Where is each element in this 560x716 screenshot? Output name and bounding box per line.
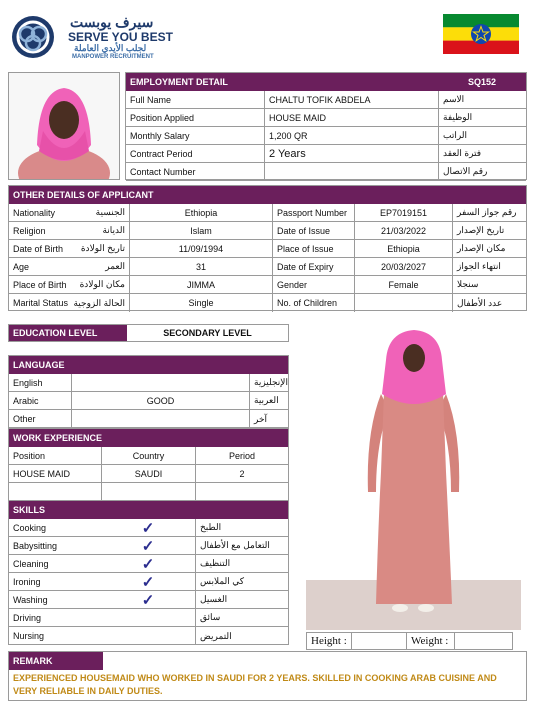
field-label: Age [13,261,30,272]
skill-name: Cooking [13,522,47,533]
checkmark-icon: ✓ [141,555,155,572]
field-label: Passport Number [272,204,354,221]
field-value: EP7019151 [354,204,452,221]
other-details-row [9,240,526,258]
field-label-arabic: رقم جواز السفر [452,204,526,221]
education-level-label: EDUCATION LEVEL [9,325,127,341]
skill-name: Nursing [13,631,45,641]
skill-check-cell [101,609,195,626]
employment-row [126,145,526,163]
skill-row [9,591,288,609]
field-label-arabic: مكان الإصدار [452,240,526,257]
field-label: Contact Number [130,166,196,177]
left-label-cell [9,276,129,293]
language-level [71,374,249,391]
field-label: Place of Birth [13,279,67,290]
field-label: Place of Issue [272,240,354,257]
employment-row [126,163,526,181]
language-name: English [13,377,43,388]
field-label-arabic: تاريخ الإصدار [452,222,526,239]
language-name-arabic: آخر [249,410,288,428]
work-experience-column-headers [9,447,288,465]
field-label-arabic: الحالة الزوجية [73,297,125,308]
field-label: Nationality [13,207,56,218]
field-value: Ethiopia [354,240,452,257]
education-level-row [8,324,289,342]
field-label-arabic: الجنسية [95,207,125,217]
skill-name-arabic: الطبخ [195,519,288,536]
skills-header [9,501,288,519]
skill-name-arabic: التنظيف [195,555,288,572]
skill-name: Cleaning [13,558,49,569]
skill-row [9,519,288,537]
skills-table [8,500,289,645]
skill-name-arabic: التمريض [195,627,288,645]
work-experience-header [9,429,288,447]
field-value: Single [129,294,272,312]
field-label-arabic: سنجلا [452,276,526,293]
applicant-full-body-photo [306,322,521,630]
work-experience-cell: HOUSE MAID [13,468,71,479]
skill-name-arabic: الغسيل [195,591,288,608]
remark-section [8,651,527,701]
left-label-cell [9,222,129,239]
logo-english-name: SERVE YOU BEST [68,30,173,44]
checkmark-icon: ✓ [141,591,155,608]
language-header [9,356,288,374]
field-value: Female [354,276,452,293]
field-value: HOUSE MAID [264,109,438,126]
skill-name-arabic: التعامل مع الأطفال [195,537,288,554]
other-details-row [9,258,526,276]
field-label: Religion [13,225,46,236]
left-label-cell [9,240,129,257]
field-label-arabic: العمر [105,261,125,271]
left-label-cell [9,204,129,221]
other-details-row [9,222,526,240]
work-experience-row [9,483,288,501]
language-name-arabic: الإنجليزية [249,374,288,391]
weight-label: Weight : [406,633,454,649]
employment-title: EMPLOYMENT DETAIL [130,77,228,87]
field-label: Monthly Salary [130,130,190,141]
height-label: Height : [311,635,347,647]
left-label-cell [9,294,129,312]
skill-name: Babysitting [13,540,58,551]
work-experience-cell [195,483,288,501]
other-details-row [9,276,526,294]
field-label-arabic: عدد الأطفال [452,294,526,312]
field-label-arabic: رقم الاتصال [438,163,526,180]
field-label: Date of Issue [272,222,354,239]
field-value: Islam [129,222,272,239]
other-details-table [8,185,527,311]
logo-arabic-name: سيرف يوبست [70,14,154,30]
field-value: 31 [129,258,272,275]
field-value: 20/03/2027 [354,258,452,275]
field-label-arabic: فترة العقد [438,145,526,162]
reference-code: SQ152 [467,77,497,87]
field-value: CHALTU TOFIK ABDELA [264,91,438,108]
field-value: 11/09/1994 [129,240,272,257]
field-label: Marital Status [13,298,69,308]
checkmark-icon: ✓ [141,519,155,536]
skill-name-arabic: سائق [195,609,288,626]
employment-row [126,91,526,109]
work-experience-cell [9,483,101,501]
field-label-arabic: الوظيفة [438,109,526,126]
left-label-cell [9,258,129,275]
language-level: GOOD [71,392,249,409]
field-label-arabic: الاسم [438,91,526,108]
field-label: Full Name [130,94,172,105]
education-level-value: SECONDARY LEVEL [163,328,252,338]
work-experience-table [8,428,289,501]
skill-row [9,573,288,591]
skill-row [9,627,288,645]
field-label-arabic: تاريخ الولادة [80,243,125,253]
applicant-portrait-photo [8,72,120,180]
skill-row [9,555,288,573]
field-value: 2 Years [264,145,438,162]
employment-row [126,109,526,127]
checkmark-icon: ✓ [141,537,155,554]
language-table [8,355,289,428]
skill-name: Driving [13,612,42,623]
other-details-header [9,186,526,204]
height-weight-row [306,632,513,650]
other-details-title: OTHER DETAILS OF APPLICANT [13,190,154,200]
column-header: Country [101,447,195,464]
field-label: Date of Expiry [272,258,354,275]
skill-row [9,537,288,555]
language-row [9,410,288,428]
field-label-arabic: الراتب [438,127,526,144]
field-label: Gender [272,276,354,293]
language-name: Other [13,414,36,424]
employment-header [126,73,526,91]
field-value: 1,200 QR [264,127,438,144]
field-value: JIMMA [129,276,272,293]
field-label-arabic: الديانة [102,225,125,235]
logo-arabic-tagline: لجلب الأيدي العاملة [74,43,147,53]
skill-name: Ironing [13,576,41,587]
language-row [9,392,288,410]
company-logo [10,14,210,62]
column-header: Period [195,447,288,464]
field-label: Contract Period [130,148,193,159]
work-experience-cell: 2 [195,465,288,482]
remark-title: REMARK [9,652,103,670]
skill-row [9,609,288,627]
column-header: Position [13,450,46,461]
skill-name: Washing [13,594,48,605]
language-name: Arabic [13,395,39,406]
other-details-row [9,204,526,222]
employment-row [126,127,526,145]
language-level [71,410,249,428]
language-row [9,374,288,392]
employment-detail-table [125,72,527,180]
work-experience-row [9,465,288,483]
work-experience-cell: SAUDI [101,465,195,482]
language-title: LANGUAGE [13,360,65,370]
logo-emblem-icon [10,14,56,60]
work-experience-cell [101,483,195,501]
field-value [264,163,438,180]
field-value: Ethiopia [129,204,272,221]
work-experience-title: WORK EXPERIENCE [13,433,103,443]
height-value [351,633,406,649]
skill-check-cell [101,627,195,645]
weight-value [454,633,512,649]
field-value [354,294,452,312]
ethiopia-flag-icon [443,14,519,54]
field-value: 21/03/2022 [354,222,452,239]
logo-english-tagline: MANPOWER RECRUITMENT [72,54,154,60]
checkmark-icon: ✓ [141,573,155,590]
field-label-arabic: مكان الولادة [79,279,125,289]
skills-title: SKILLS [13,505,46,515]
other-details-row [9,294,526,312]
remark-text: EXPERIENCED HOUSEMAID WHO WORKED IN SAUDI FOR 2 YEARS. SKILLED IN COOKING ARAB CUISINE AND VERY RELIABLE IN DAILY DUTIES. [13,673,497,696]
field-label: No. of Children [272,294,354,312]
field-label-arabic: انتهاء الجواز [452,258,526,275]
skill-name-arabic: كي الملابس [195,573,288,590]
field-label: Position Applied [130,112,195,123]
language-name-arabic: العربية [249,392,288,409]
field-label: Date of Birth [13,243,64,254]
